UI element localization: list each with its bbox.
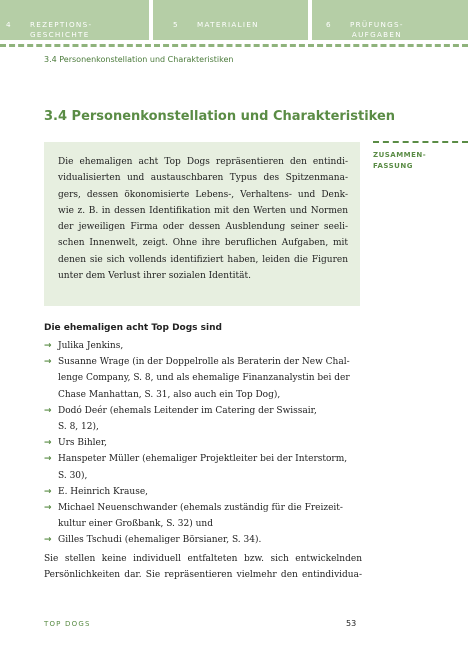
list-item <box>44 516 362 532</box>
list-item <box>44 435 362 451</box>
character-list <box>44 338 362 548</box>
summary-line: vidualisierten und austauschbaren Typus des Spitzenmana- <box>58 173 348 184</box>
list-item-text: Dodó Deér (ehemals Leitender im Catering der Swissair, <box>58 405 317 416</box>
running-header: 3.4 Personenkonstellation und Charakteristiken <box>44 55 234 64</box>
list-item-text: Susanne Wrage (in der Doppelrolle als Beraterin der New Chal- <box>58 357 350 368</box>
tab-rezeptionsgeschichte[interactable] <box>0 0 149 40</box>
list-item <box>44 387 362 403</box>
arrow-right-icon: → <box>44 486 52 497</box>
list-item <box>44 468 362 484</box>
tab-number: 5 <box>173 20 179 29</box>
side-label-text: ZUSAMMEN- FASSUNG <box>373 151 427 170</box>
list-item <box>44 500 362 516</box>
summary-text <box>58 154 348 284</box>
arrow-right-icon: → <box>44 438 52 449</box>
closing-line: Persönlichkeiten dar. Sie repräsentieren vielmehr den entindividua- <box>44 570 362 581</box>
list-item-text: lenge Company, S. 8, und als ehemalige Finanzanalystin bei der <box>58 373 350 384</box>
tab-label: REZEPTIONS- GESCHICHTE <box>30 20 93 39</box>
list-item <box>44 419 362 435</box>
list-item-text: Hanspeter Müller (ehemaliger Projektleiter bei der Interstorm, <box>58 454 348 465</box>
summary-box <box>44 142 360 306</box>
list-heading: Die ehemaligen acht Top Dogs sind <box>44 323 222 333</box>
chapter-tabs <box>0 0 468 40</box>
page-number: 53 <box>346 619 357 628</box>
summary-line: schen Innenwelt, zeigt. Ohne ihre beruflichen Aufgaben, mit <box>58 238 348 249</box>
tab-materialien[interactable] <box>153 0 308 40</box>
arrow-right-icon: → <box>44 502 52 513</box>
arrow-right-icon: → <box>44 357 52 368</box>
summary-side-label <box>373 150 426 172</box>
list-item-text: Gilles Tschudi (ehemaliger Börsianer, S. 34). <box>58 535 262 546</box>
arrow-right-icon: → <box>44 405 52 416</box>
tab-label: MATERIALIEN <box>197 20 259 29</box>
arrow-right-icon: → <box>44 535 52 546</box>
list-item-text: Michael Neuenschwander (ehemals zuständig für die Freizeit- <box>58 502 343 513</box>
closing-paragraph <box>44 551 362 584</box>
list-item-text: S. 30), <box>58 470 88 481</box>
arrow-right-icon: → <box>44 454 52 465</box>
sidebar-divider <box>373 141 468 143</box>
tab-pruefungsaufgaben[interactable] <box>312 0 468 40</box>
tab-label: PRÜFUNGS- AUFGABEN <box>350 20 404 39</box>
list-item-text: Chase Manhattan, S. 31, also auch ein Top Dog), <box>58 389 281 400</box>
list-item <box>44 451 362 467</box>
summary-line: Die ehemaligen acht Top Dogs repräsentieren den entindi- <box>58 157 348 167</box>
arrow-right-icon: → <box>44 341 52 351</box>
footer-book-title: TOP DOGS <box>44 620 91 628</box>
list-item <box>44 484 362 500</box>
tab-number: 6 <box>326 20 332 29</box>
list-item <box>44 532 362 548</box>
summary-line: gers, dessen ökonomisierte Lebens-, Verhaltens- und Denk- <box>58 189 348 200</box>
list-item <box>44 354 362 370</box>
list-item-text: E. Heinrich Krause, <box>58 486 149 497</box>
header-divider <box>0 44 468 47</box>
list-item <box>44 338 362 354</box>
list-item <box>44 403 362 419</box>
summary-line: denen sie sich vollends identifiziert haben, leiden die Figuren <box>58 254 348 265</box>
list-item-text: S. 8, 12), <box>58 421 99 432</box>
summary-line: unter dem Verlust ihrer sozialen Identität. <box>58 271 251 282</box>
tab-number: 4 <box>6 20 12 29</box>
summary-line: der jeweiligen Firma oder dessen Ausblendung seiner seeli- <box>58 222 348 233</box>
list-item-text: kultur einer Großbank, S. 32) und <box>58 519 213 530</box>
list-item-text: Julika Jenkins, <box>58 341 124 351</box>
summary-line: wie z. B. in dessen Identifikation mit den Werten und Normen <box>58 205 348 216</box>
closing-line: Sie stellen keine individuell entfalteten bzw. sich entwickelnden <box>44 554 362 564</box>
section-title: 3.4 Personenkonstellation und Charakteristiken <box>44 109 396 124</box>
list-item <box>44 370 362 386</box>
list-item-text: Urs Bihler, <box>58 438 108 449</box>
